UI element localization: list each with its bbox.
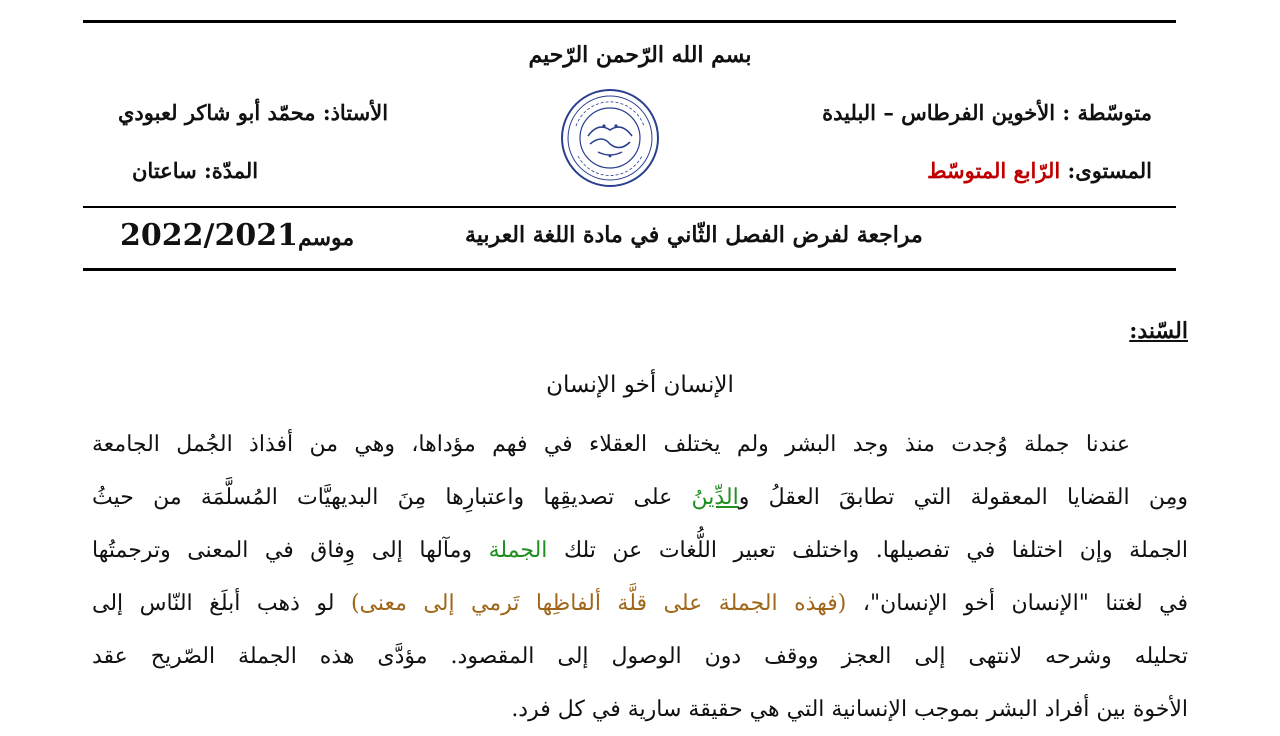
mid-rule <box>83 206 1176 208</box>
top-rule <box>83 20 1176 23</box>
text-title: الإنسان أخو الإنسان <box>546 372 734 398</box>
season-label: موسم <box>297 225 355 251</box>
highlight-word: الجملة <box>488 538 548 563</box>
paragraph-line: في لغتنا "الإنسان أخو الإنسان"، (فهذه الجملة على قلَّة ألفاظِها تَرمي إلى معنى) لو ذهب أبلَغ النّاس إلى <box>92 591 1188 616</box>
paragraph-line: الجملة وإن اختلفا في تفصيلها. واختلف تعبير اللُّغات عن تلك الجملة ومآلها إلى وِفاق في المعنى وترجمتُها <box>92 538 1188 563</box>
season-years: 2022/2021 <box>120 218 298 253</box>
level-label: المستوى: <box>1060 158 1152 183</box>
stamp-seal-icon <box>558 86 662 190</box>
highlight-phrase: (فهذه الجملة على قلَّة ألفاظِها تَرمي إلى معنى) <box>350 591 847 616</box>
duration: المدّة: ساعتان <box>132 158 259 183</box>
section-label: السّند: <box>1129 318 1188 344</box>
paragraph-line: عندنا جملة وُجدت منذ وجد البشر ولم يختلف العقلاء في فهم مؤداها، وهي من أفذاذ الجُمل الجامعة <box>92 432 1130 457</box>
highlight-word: الدِّينُ <box>691 485 739 510</box>
exam-title: مراجعة لفرض الفصل الثّاني في مادة اللغة العربية <box>465 222 923 248</box>
basmala: بسم الله الرّحمن الرّحيم <box>528 42 752 68</box>
season <box>120 218 354 253</box>
text-paragraph <box>92 418 1188 736</box>
level-value: الرّابع المتوسّط <box>927 158 1061 183</box>
paragraph-line: ومِن القضايا المعقولة التي تطابقَ العقلُ والدِّينُ على تصديقِها واعتبارِها مِنَ البديهيَّات المُسلَّمَة من حيثُ <box>92 485 1188 510</box>
paragraph-line: الأخوة بين أفراد البشر بموجب الإنسانية التي هي حقيقة سارية في كل فرد. <box>511 697 1188 722</box>
paragraph-line: تحليله وشرحه لانتهى إلى العجز ووقف دون الوصول إلى المقصود. مؤدَّى هذه الجملة الصّريح عقد <box>92 644 1188 669</box>
level-line <box>927 158 1152 183</box>
teacher-name: الأستاذ: محمّد أبو شاكر لعبودي <box>118 100 389 125</box>
school-name: متوسّطة : الأخوين الفرطاس – البليدة <box>822 100 1152 125</box>
bottom-rule <box>83 268 1176 271</box>
